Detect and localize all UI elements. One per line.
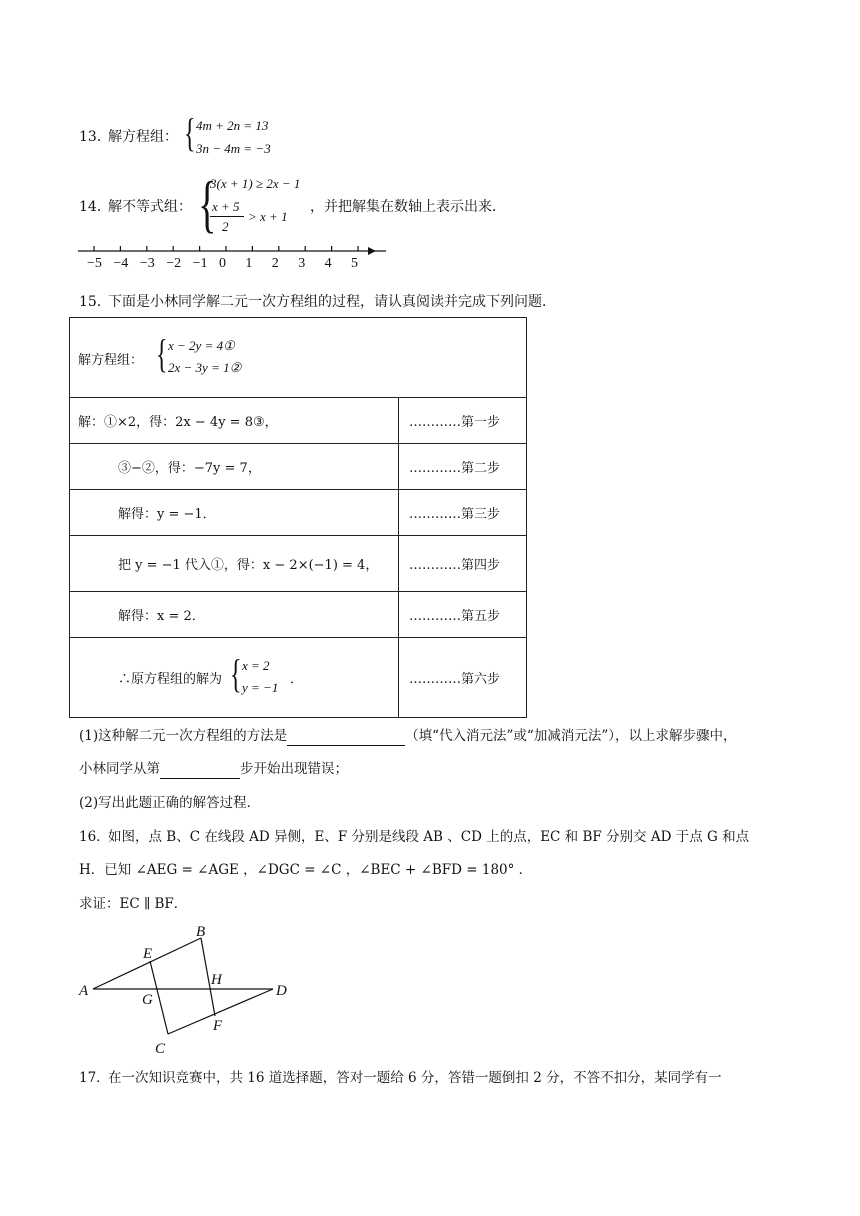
table-header-label: 解方程组： [78,353,144,368]
q16-line1: 如图，点 B、C 在线段 AD 异侧，E、F 分别是线段 AB 、CD 上的点，EC 和 BF 分别交 AD 于点 G 和点 [108,829,750,845]
step-6-sol2: y = −1 [242,680,279,695]
q15-sub1-line1 [79,726,736,746]
q13-prompt: 解方程组： [108,129,178,145]
step-3-text: 解得：y = −1． [70,490,399,536]
q17-number: 17． [79,1070,110,1086]
q14-ineq1: 3(x + 1) ≥ 2x − 1 [210,176,301,191]
label-H: H [211,972,222,988]
q14-ineq2-den: 2 [222,219,229,234]
step-4-text: 把 y = −1 代入①，得：x − 2×(−1) = 4， [70,536,399,592]
step-6-brace: { [230,651,242,696]
number-line-tick-label: 0 [219,256,226,271]
q14-prompt: 解不等式组： [108,199,192,215]
q16-line3: 求证：EC ∥ BF． [79,896,188,912]
step-3-label: …………第三步 [399,490,527,536]
label-B: B [196,924,206,940]
table-header-cell [70,318,527,398]
table-row [70,592,527,638]
geometry-figure [76,920,296,1060]
q15-number: 15． [79,294,111,310]
q13-eq2: 3n − 4m = −3 [196,141,271,156]
number-line-tick-label: −1 [192,256,208,271]
number-line-arrow [368,247,376,255]
solution-steps-table [69,317,527,718]
table-row [70,398,527,444]
table-eq2: 2x − 3y = 1② [168,360,242,375]
table-eq1: x − 2y = 4① [168,338,235,353]
q15-sub2: (2)写出此题正确的解答过程． [79,795,261,811]
step-4-label: …………第四步 [399,536,527,592]
number-line-tick-label: −3 [139,256,155,271]
label-G: G [142,992,153,1008]
number-line-tick-label: −5 [87,256,102,271]
label-F: F [213,1018,223,1034]
q13-brace: { [184,110,196,155]
q14-ineq2-num: x + 5 [212,199,240,214]
q15-sub1-c: 小林同学从第 [79,761,160,777]
q13-eq1: 4m + 2n = 13 [196,118,269,133]
step-2-text: ③−②，得：−7y = 7， [70,444,399,490]
number-line-tick-label: 1 [245,256,253,271]
q16-number: 16． [79,829,110,845]
step-2-label: …………第二步 [399,444,527,490]
q15-sub1-b: （填“代入消元法”或“加减消元法”），以上求解步骤中， [405,728,737,744]
step-5-text: 解得：x = 2． [70,592,399,638]
q14-suffix: ，并把解集在数轴上表示出来． [310,199,506,215]
step-1-label: …………第一步 [399,398,527,444]
method-answer-blank[interactable] [287,731,405,746]
step-6-suffix: ． [290,672,304,687]
q15-sub1-a: (1)这种解二元一次方程组的方法是 [79,728,288,744]
q15-prompt: 下面是小林同学解二元一次方程组的过程，请认真阅读并完成下列问题． [108,294,556,310]
label-E: E [143,946,153,962]
table-row [70,638,527,718]
q14-ineq2-rhs: > x + 1 [248,209,288,224]
q13-number: 13． [79,129,111,145]
step-6-prefix: ∴原方程组的解为 [118,672,223,687]
table-row [70,490,527,536]
q14-number: 14． [79,199,111,215]
table-row [70,444,527,490]
q16-line2: H．已知 ∠AEG = ∠AGE ，∠DGC = ∠C ，∠BEC + ∠BFD = 180° ． [79,862,533,878]
number-line-tick-label: 4 [324,256,332,271]
step-6-sol1: x = 2 [242,658,270,673]
q14-brace: { [198,168,217,239]
step-answer-blank[interactable] [160,764,240,779]
number-line-tick-label: 5 [351,256,358,271]
label-C: C [155,1041,166,1057]
number-line-tick-label: 2 [271,256,279,271]
step-6-text [70,638,399,718]
number-line-tick-label: 3 [298,256,306,271]
step-5-label: …………第五步 [399,592,527,638]
label-A: A [79,983,89,999]
q17-text: 在一次知识竞赛中，共 16 道选择题，答对一题给 6 分，答错一题倒扣 2 分，不答不扣分，某同学有一 [108,1070,722,1086]
step-6-label: …………第六步 [399,638,527,718]
q15-sub1-d: 步开始出现错误； [240,761,348,777]
q14-fraction-bar [210,216,244,217]
number-line-tick-label: −4 [113,256,129,271]
table-row [70,536,527,592]
step-1-text: 解：①×2，得：2x − 4y = 8③， [70,398,399,444]
q15-sub1-line2 [79,759,348,779]
number-line-tick-label: −2 [166,256,182,271]
table-header-brace: { [156,331,168,376]
label-D: D [276,983,287,999]
